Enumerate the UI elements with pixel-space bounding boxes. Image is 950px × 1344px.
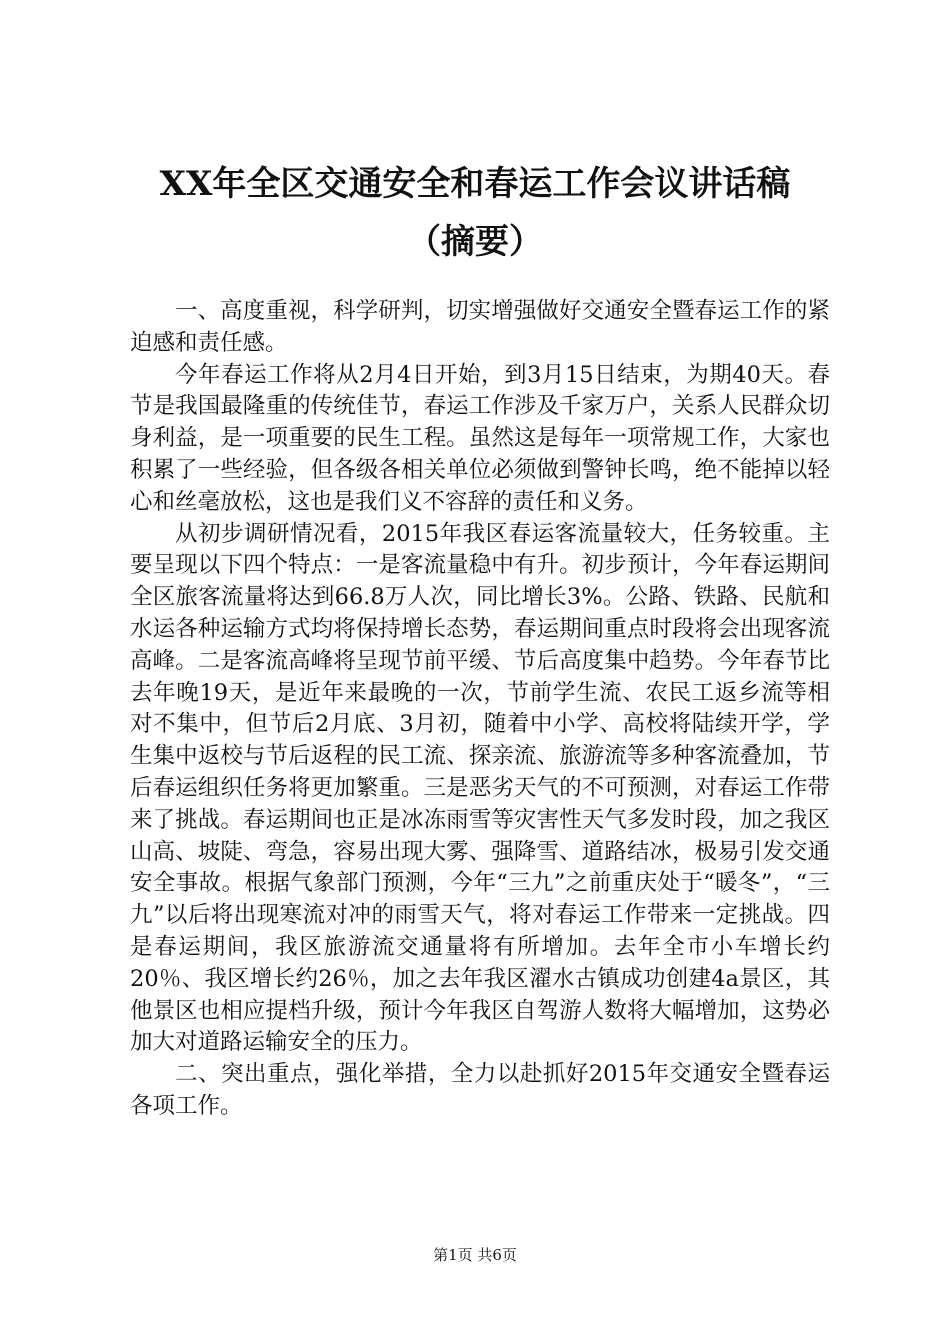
document-body (130, 296, 830, 1123)
document-subtitle: （摘要） (407, 222, 543, 262)
paragraph-section-one-heading: 一、高度重视，科学研判，切实增强做好交通安全暨春运工作的紧迫感和责任感。 (130, 298, 830, 356)
paragraph-section-two-heading: 二、突出重点，强化举措，全力以赴抓好2015年交通安全暨春运各项工作。 (130, 1061, 830, 1119)
page-number-footer: 第1页 共6页 (433, 1246, 517, 1264)
paragraph-spring-travel-schedule: 今年春运工作将从2月4日开始，到3月15日结束，为期40天。春节是我国最隆重的传统佳节，春运工作涉及千家万户，关系人民群众切身利益，是一项重要的民生工程。虽然这是每年一项常规工作，大家也积累了一些经验，但各级各相关单位必须做到警钟长鸣，绝不能掉以轻心和丝毫放松，这也是我们义不容辞的责任和义务。 (130, 361, 830, 515)
paragraph-passenger-flow-features: 从初步调研情况看，2015年我区春运客流量较大，任务较重。主要呈现以下四个特点：一是客流量稳中有升。初步预计，今年春运期间全区旅客流量将达到66.8万人次，同比增长3%。公路、铁路、民航和水运各种运输方式均将保持增长态势，春运期间重点时段将会出现客流高峰。二是客流高峰将呈现节前平缓、节后高度集中趋势。今年春节比去年晚19天，是近年来最晚的一次，节前学生流、农民工返乡流等相对不集中，但节后2月底、3月初，随着中小学、高校将陆续开学，学生集中返校与节后返程的民工流、探亲流、旅游流等多种客流叠加，节后春运组织任务将更加繁重。三是恶劣天气的不可预测，对春运工作带来了挑战。春运期间也正是冰冻雨雪等灾害性天气多发时段，加之我区山高、坡陡、弯急，容易出现大雾、强降雪、道路结冰，极易引发交通安全事故。根据气象部门预测，今年“三九”之前重庆处于“暖冬”，“三九”以后将出现寒流对冲的雨雪天气，将对春运工作带来一定挑战。四是春运期间，我区旅游流交通量将有所增加。去年全市小车增长约20％、我区增长约26％，加之去年我区濯水古镇成功创建4a景区，其他景区也相应提档升级，预计今年我区自驾游人数将大幅增加，这势必加大对道路运输安全的压力。 (130, 520, 830, 1056)
document-title: XX年全区交通安全和春运工作会议讲话稿 (159, 164, 791, 204)
